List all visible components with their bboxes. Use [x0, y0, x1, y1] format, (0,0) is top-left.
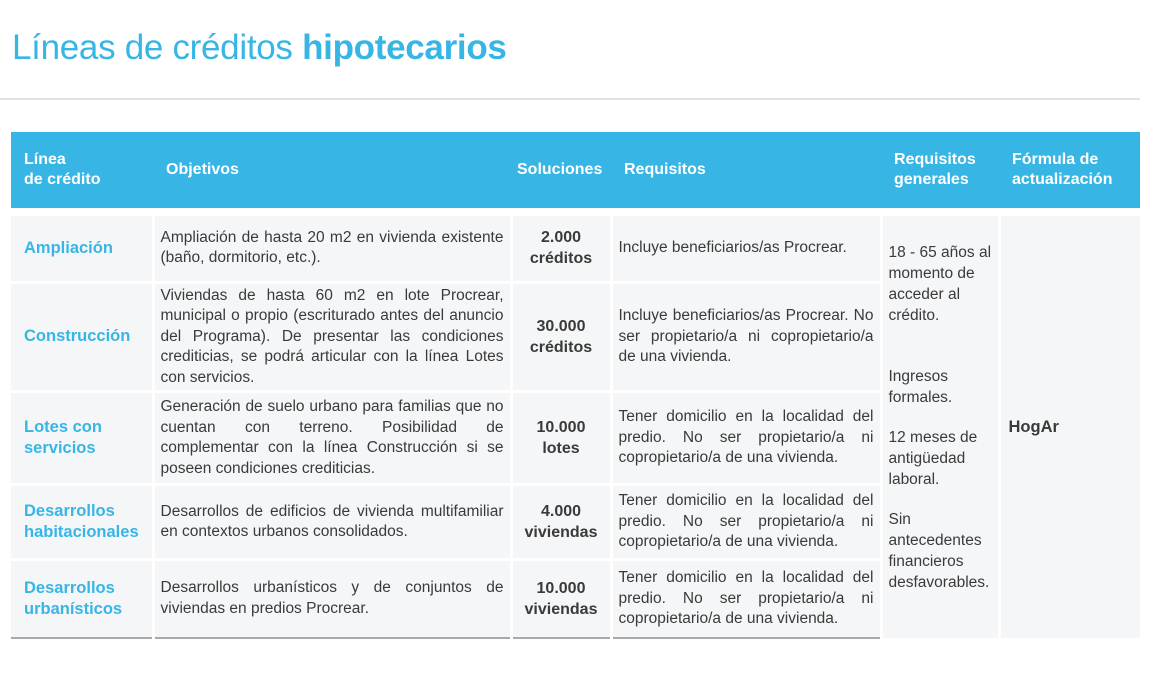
linea-urbanisticos: Desarrollos urbanísticos [11, 560, 153, 638]
requisitos-generales-cell [881, 212, 999, 638]
linea-lotes: Lotes con servicios [11, 392, 153, 485]
requisito-construccion: Incluye beneficiarios/as Procrear. No ser propietario/a ni copropietario/a de una vivienda. [611, 282, 881, 392]
page-title-bold: hipotecarios [302, 28, 507, 67]
table-row-ampliacion [11, 212, 1140, 282]
req-general-edad: 18 - 65 años al momento de acceder al crédito. [888, 244, 992, 324]
solucion-urbanisticos: 10.000 viviendas [511, 560, 611, 638]
solucion-ampliacion: 2.000 créditos [511, 212, 611, 282]
linea-ampliacion: Ampliación [11, 212, 153, 282]
req-general-antiguedad: 12 meses de antigüedad laboral. [888, 429, 978, 488]
page-title-regular: Líneas de créditos [12, 28, 293, 67]
objetivo-urbanisticos: Desarrollos urbanísticos y de conjuntos de viviendas en predios Procrear. [153, 560, 511, 638]
req-general-antecedentes: Sin antecedentes financieros desfavorables. [888, 511, 990, 591]
linea-construccion: Construcción [11, 282, 153, 392]
page-title [12, 28, 507, 68]
header-soluciones: Soluciones [511, 132, 611, 212]
requisito-habitacionales: Tener domicilio en la localidad del predio. No ser propietario/a ni copropietario/a de una vivienda. [611, 485, 881, 560]
header-requisitos-generales: Requisitos generales [881, 132, 999, 212]
objetivo-habitacionales: Desarrollos de edificios de vivienda multifamiliar en contextos urbanos consolidados. [153, 485, 511, 560]
linea-habitacionales: Desarrollos habitacionales [11, 485, 153, 560]
objetivo-construccion: Viviendas de hasta 60 m2 en lote Procrear, municipal o propio (escriturado antes del anuncio del Programa). De presentar las condiciones crediticias, se podrá articular con la línea Lotes con servicios. [153, 282, 511, 392]
solucion-habitacionales: 4.000 viviendas [511, 485, 611, 560]
header-requisitos: Requisitos [611, 132, 881, 212]
header-objetivos: Objetivos [153, 132, 511, 212]
requisito-lotes: Tener domicilio en la localidad del predio. No ser propietario/a ni copropietario/a de una vivienda. [611, 392, 881, 485]
title-divider [0, 98, 1140, 100]
solucion-lotes: 10.000 lotes [511, 392, 611, 485]
req-general-ingresos: Ingresos formales. [888, 368, 953, 406]
requisito-urbanisticos: Tener domicilio en la localidad del predio. No ser propietario/a ni copropietario/a de una vivienda. [611, 560, 881, 638]
formula-cell: HogAr [999, 212, 1140, 638]
solucion-construccion: 30.000 créditos [511, 282, 611, 392]
requisito-ampliacion: Incluye beneficiarios/as Procrear. [611, 212, 881, 282]
objetivo-lotes: Generación de suelo urbano para familias que no cuentan con terreno. Posibilidad de complementar con la línea Construcción si se poseen condiciones crediticias. [153, 392, 511, 485]
header-linea: Línea de crédito [11, 132, 153, 212]
table-header-row [11, 132, 1140, 212]
objetivo-ampliacion: Ampliación de hasta 20 m2 en vivienda existente (baño, dormitorio, etc.). [153, 212, 511, 282]
header-formula: Fórmula de actualización [999, 132, 1140, 212]
credit-lines-table [11, 132, 1140, 639]
